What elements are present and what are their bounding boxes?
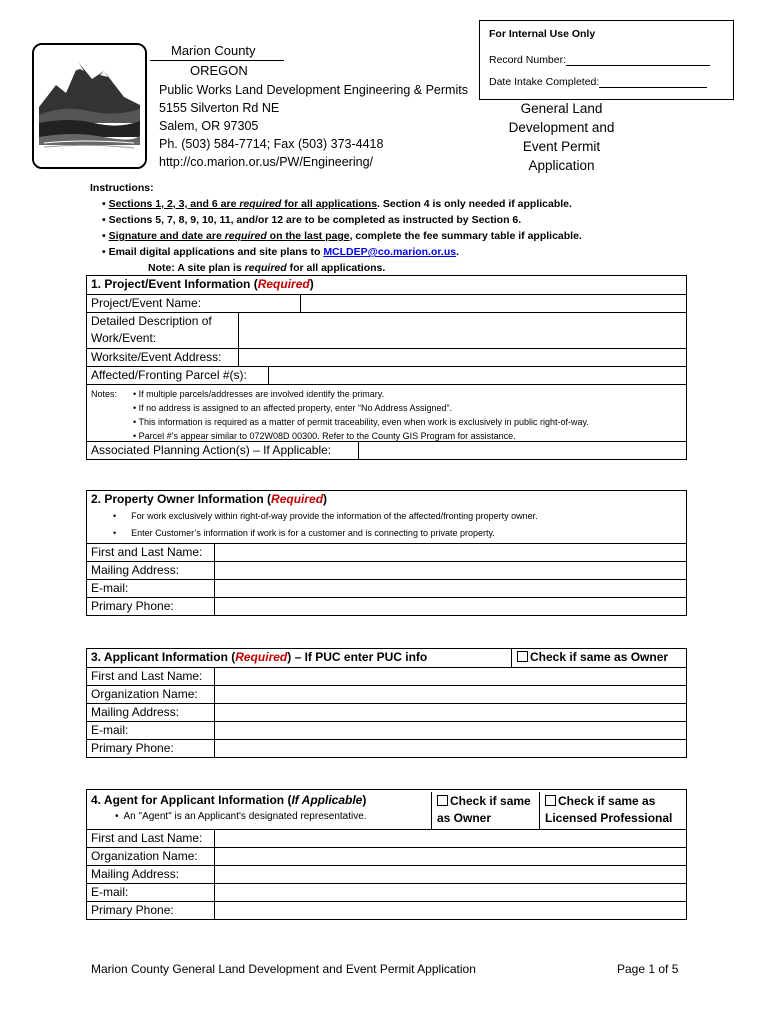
note-item: • Parcel #’s appear similar to 072W08D 00300. Refer to the County GIS Program for assistance.	[133, 431, 516, 441]
divider	[150, 60, 284, 61]
note-item: • Enter Customer’s information if work is for a customer and is connecting to private property.	[113, 528, 495, 538]
worksite-address-row[interactable]: Worksite/Event Address:	[87, 348, 686, 366]
instruction-item: • Signature and date are required on the last page, complete the fee summary table if applicable.	[102, 230, 582, 242]
dept-name: Public Works Land Development Engineering & Permits	[159, 83, 468, 97]
instruction-item: • Sections 5, 7, 8, 9, 10, 11, and/or 12 are to be completed as instructed by Section 6.	[102, 214, 522, 226]
agent-phone-row[interactable]: Primary Phone:	[87, 901, 686, 919]
section-2-header	[87, 491, 686, 543]
same-as-owner-checkbox[interactable]: Check if same as Owner	[517, 649, 668, 666]
page-number: Page 1 of 5	[617, 962, 679, 976]
owner-address-row[interactable]: Mailing Address:	[87, 561, 686, 579]
section-4-agent-info	[86, 789, 687, 920]
note-item: • For work exclusively within right-of-way provide the information of the affected/fronting property owner.	[113, 511, 538, 521]
record-number-field[interactable]: Record Number:	[489, 54, 710, 66]
section-4-title: 4. Agent for Applicant Information (If Applicable)	[91, 793, 367, 807]
agent-address-row[interactable]: Mailing Address:	[87, 865, 686, 883]
section-1-project-info	[86, 275, 687, 460]
note-item: • An "Agent" is an Applicant's designated representative.	[115, 811, 367, 822]
same-as-professional-checkbox[interactable]: Check if same as Licensed Professional	[545, 794, 673, 825]
section-1-title: 1. Project/Event Information (Required)	[91, 277, 314, 291]
note-item: • This information is required as a matter of permit traceability, even when work is exclusively in public right-of-way.	[133, 417, 589, 427]
checkbox-icon[interactable]	[437, 795, 448, 806]
applicant-name-row[interactable]: First and Last Name:	[87, 667, 686, 685]
website-link[interactable]: http://co.marion.or.us/PW/Engineering/	[159, 155, 373, 169]
applicant-email-row[interactable]: E-mail:	[87, 721, 686, 739]
planning-action-row[interactable]: Associated Planning Action(s) – If Applicable:	[87, 441, 686, 459]
section-2-title: 2. Property Owner Information (Required)	[91, 492, 328, 506]
county-logo	[32, 43, 147, 169]
email-link[interactable]: MCLDEP@co.marion.or.us	[323, 246, 457, 258]
checkbox-icon[interactable]	[517, 651, 528, 662]
project-name-row[interactable]: Project/Event Name:	[87, 294, 686, 312]
note-item: • If multiple parcels/addresses are involved identify the primary.	[133, 389, 385, 399]
owner-email-row[interactable]: E-mail:	[87, 579, 686, 597]
parcel-row[interactable]: Affected/Fronting Parcel #(s):	[87, 366, 686, 384]
form-title: General Land Development and Event Permit Application	[508, 101, 615, 173]
date-intake-field[interactable]: Date Intake Completed:	[489, 76, 707, 88]
instruction-item: • Email digital applications and site plans to MCLDEP@co.marion.or.us.	[102, 246, 459, 258]
instruction-item: • Sections 1, 2, 3, and 6 are required for all applications. Section 4 is only needed if applicable.	[102, 198, 572, 210]
org-name: Marion County	[171, 43, 256, 58]
site-plan-note: Note: A site plan is required for all applications.	[148, 262, 386, 274]
agent-org-row[interactable]: Organization Name:	[87, 847, 686, 865]
checkbox-icon[interactable]	[545, 795, 556, 806]
internal-use-title: For Internal Use Only	[489, 28, 596, 40]
agent-email-row[interactable]: E-mail:	[87, 883, 686, 901]
phone-fax: Ph. (503) 584-7714; Fax (503) 373-4418	[159, 137, 384, 151]
instructions: Instructions: • Sections 1, 2, 3, and 6 are required for all applications. Section 4 is only needed if applicable. • Sections 5, 7, 8, 9, 10, 11, and/or 12 are to be completed as instructed by Section 6. • Signature and date are required on the last page, complete the fee summary table if applicable. • Email digital applications and site plans to MCLDEP@co.marion.or.us. Note: A site plan is required for all applications.	[90, 182, 582, 274]
section-3-applicant-info	[86, 648, 687, 758]
applicant-phone-row[interactable]: Primary Phone:	[87, 739, 686, 757]
applicant-address-row[interactable]: Mailing Address:	[87, 703, 686, 721]
section-3-title: 3. Applicant Information (Required) – If PUC enter PUC info Check if same as Owner	[87, 649, 686, 667]
same-as-owner-checkbox[interactable]: Check if same as Owner	[437, 794, 531, 825]
owner-name-row[interactable]: First and Last Name:	[87, 543, 686, 561]
section-2-owner-info	[86, 490, 687, 616]
owner-phone-row[interactable]: Primary Phone:	[87, 597, 686, 615]
address-line-1: 5155 Silverton Rd NE	[159, 101, 280, 115]
agent-name-row[interactable]: First and Last Name:	[87, 829, 686, 847]
description-row[interactable]: Detailed Description of Work/Event:	[87, 312, 686, 348]
note-item: • If no address is assigned to an affected property, enter “No Address Assigned”.	[133, 403, 453, 413]
section-1-notes: Notes: • If multiple parcels/addresses are involved identify the primary. • If no address is assigned to an affected property, enter “No Address Assigned”. • This information is required as a matter of permit traceability, even when work is exclusively in public right-of-way. • Parcel #’s appear similar to 072W08D 00300. Refer to the County GIS Program for assistance.	[87, 384, 686, 441]
org-state: OREGON	[190, 63, 248, 78]
applicant-org-row[interactable]: Organization Name:	[87, 685, 686, 703]
mountain-landscape-icon	[34, 45, 145, 167]
address-line-2: Salem, OR 97305	[159, 119, 259, 133]
internal-use-box	[479, 20, 734, 100]
section-4-header	[87, 792, 686, 829]
footer-title: Marion County General Land Development and Event Permit Application	[91, 962, 476, 976]
